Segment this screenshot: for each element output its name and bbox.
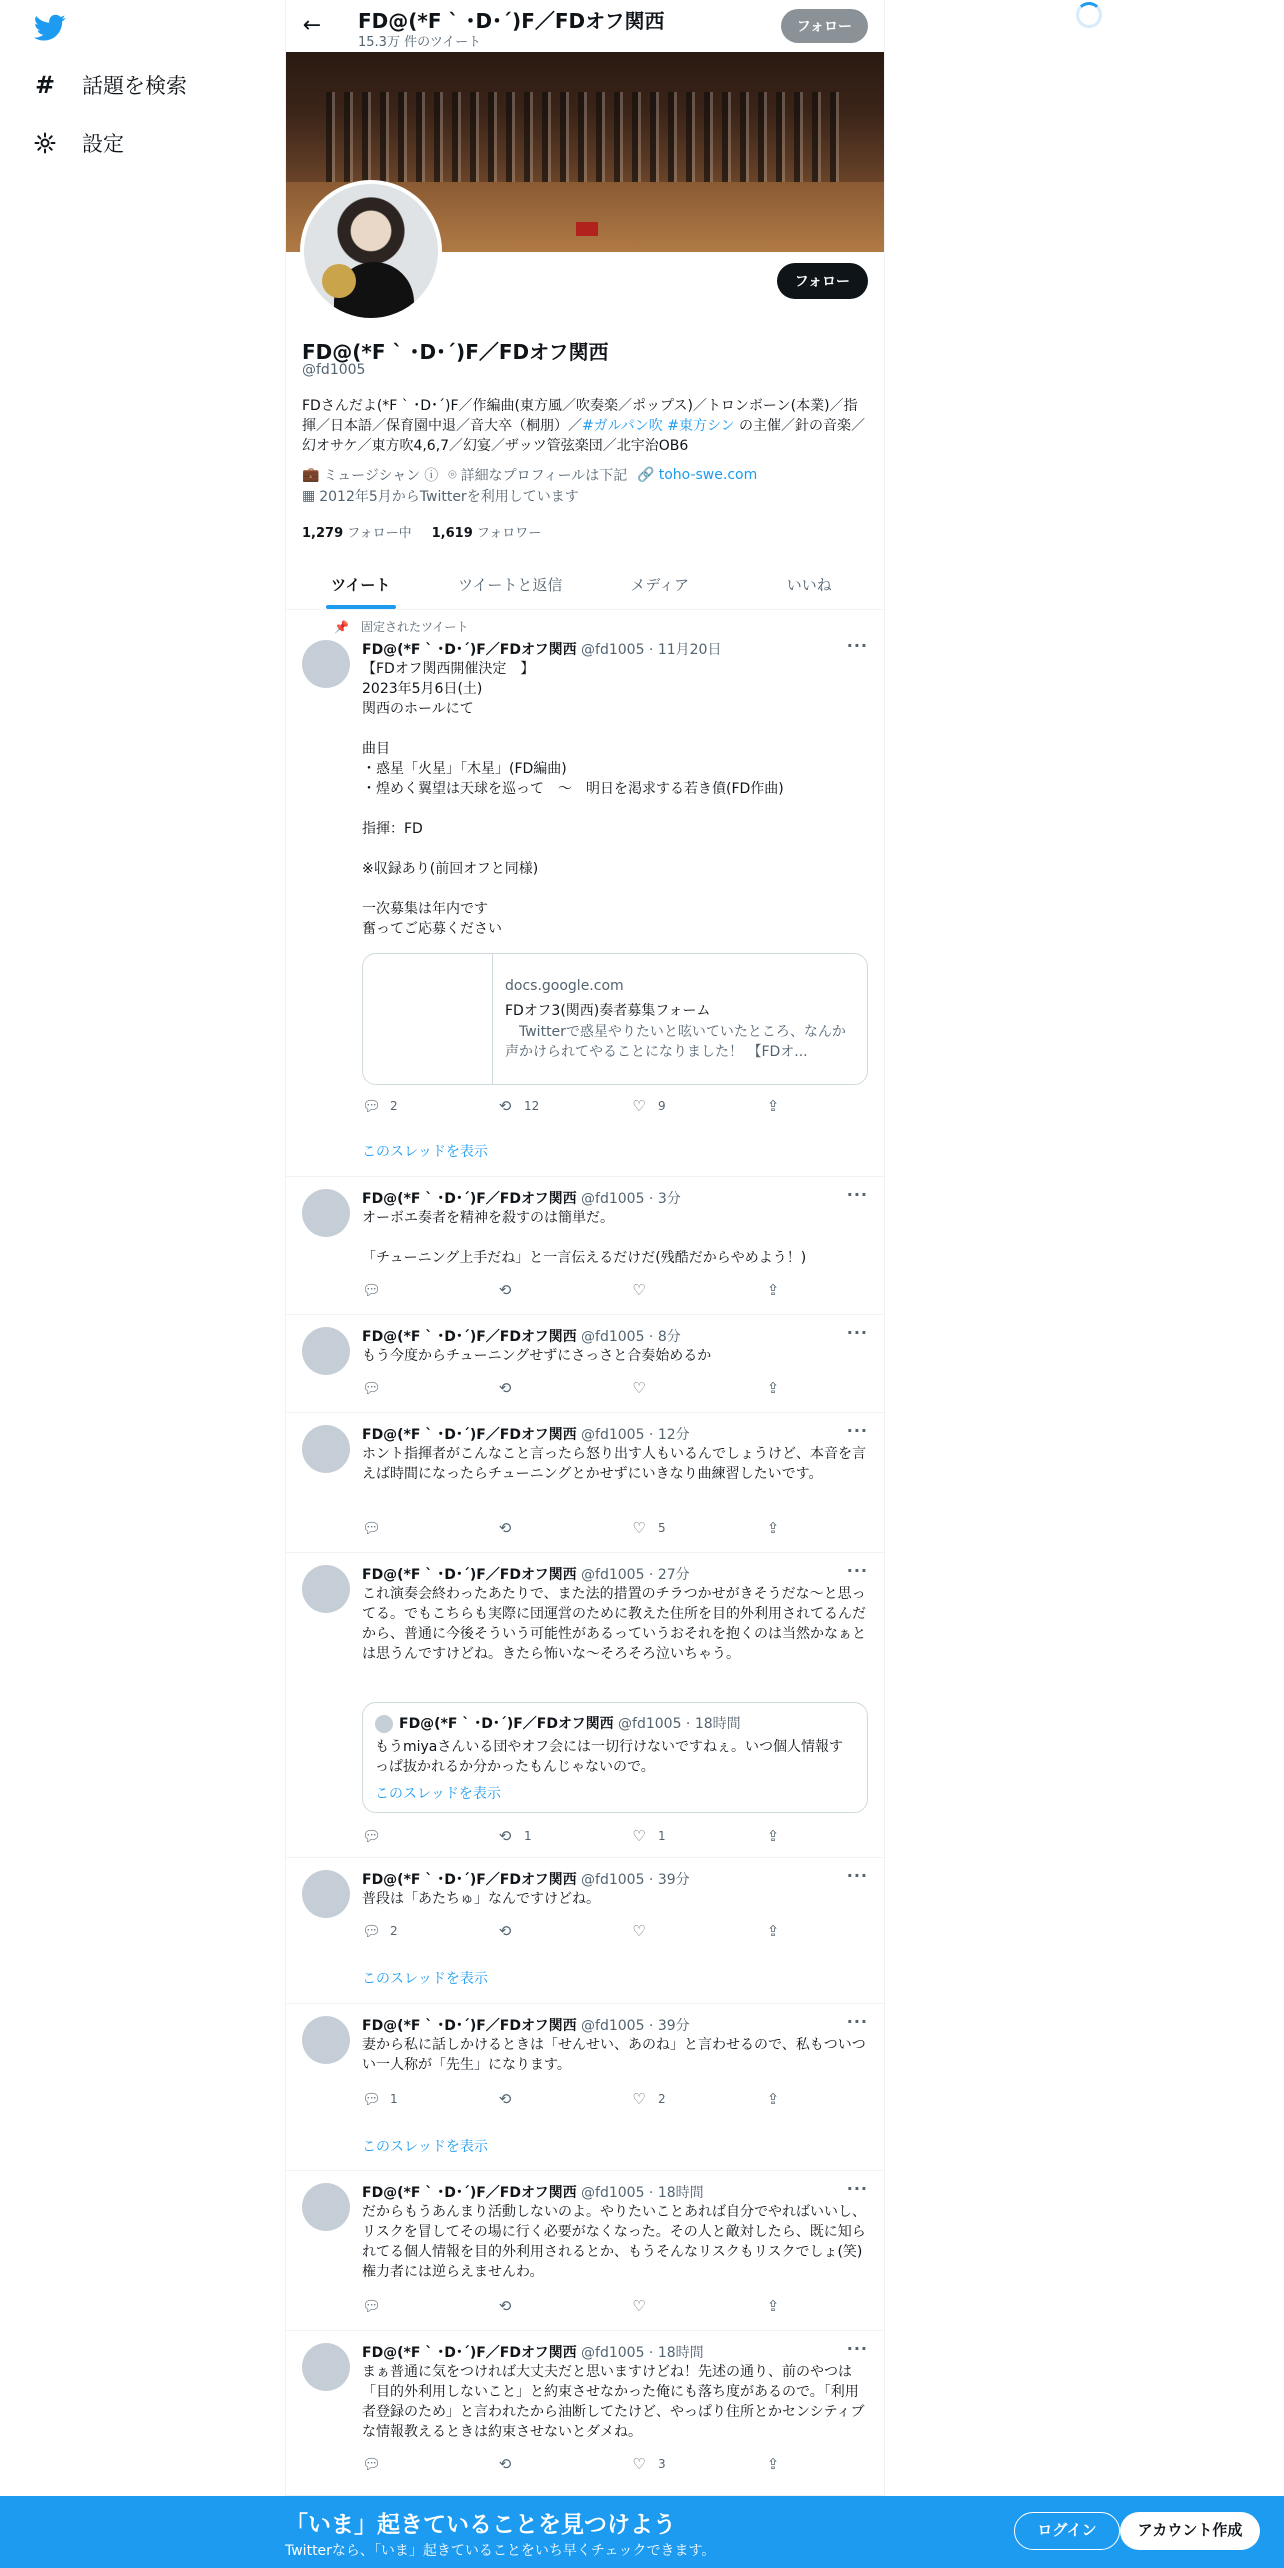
reply-button[interactable] [362, 1281, 390, 1299]
left-nav [0, 0, 285, 2568]
heart-icon: ♡ [632, 1379, 646, 1397]
quoted-avatar [375, 1715, 393, 1733]
tweet-avatar[interactable] [302, 640, 350, 688]
following-count: 1,279 [302, 526, 344, 541]
tweet-actions [362, 1519, 782, 1539]
profile-header-bar [286, 0, 884, 52]
bio-hashtag-link[interactable]: #ガルパン吹 [582, 418, 663, 434]
calendar-icon: ▦ [302, 488, 316, 504]
more-icon[interactable]: ··· [846, 1421, 868, 1440]
tab-tweets-replies[interactable]: ツイートと返信 [458, 576, 563, 594]
following-label: フォロー中 [347, 526, 412, 541]
like-count: 3 [658, 2457, 666, 2471]
tweet-actions [362, 2090, 782, 2110]
tweet-text: オーボエ奏者を精神を殺すのは簡単だ。 「チューニング上手だね」と一言伝えるだけだ(残酷だからやめよう！) [362, 1210, 807, 1266]
header-name: FD@(*F ` ･D･´)F／FDオフ関西 [358, 9, 665, 33]
reply-icon: 💬︎ [362, 2297, 382, 2315]
profile-bio [302, 396, 868, 456]
tweet-author-name[interactable]: FD@(*F ` ･D･´)F／FDオフ関西 [362, 2345, 577, 2361]
bio-hashtag-link[interactable]: #東方シン [667, 418, 735, 434]
retweet-icon: ⟲ [498, 1281, 512, 1299]
login-button[interactable]: ログイン [1014, 2512, 1120, 2550]
tweet-meta: @fd1005 · 27分 [581, 1567, 690, 1583]
show-thread-link[interactable]: このスレッドを表示 [362, 1144, 488, 1160]
show-thread-link[interactable]: このスレッドを表示 [362, 1971, 488, 1987]
reply-icon: 💬︎ [362, 2090, 382, 2108]
like-button[interactable] [630, 2090, 666, 2108]
like-count: 5 [658, 1521, 666, 1535]
tweet-text: 妻から私に話しかけるときは「せんせい、あのね」と言わせるので、私もついつい一人称が「先生」になります。 [362, 2037, 866, 2073]
more-icon[interactable]: ··· [846, 636, 868, 655]
retweet-button[interactable] [496, 1379, 524, 1397]
profile-category: ミュージシャン [323, 468, 421, 484]
briefcase-icon: 💼 [302, 467, 320, 483]
tweet-meta: @fd1005 · 11月20日 [581, 642, 722, 658]
like-button[interactable] [630, 2297, 658, 2315]
retweet-icon: ⟲ [498, 1922, 512, 1940]
like-button[interactable] [630, 1519, 666, 1537]
tweet-meta: @fd1005 · 18時間 [581, 2345, 704, 2361]
card-thumbnail [363, 954, 493, 1084]
nav-explore-label: 話題を検索 [82, 74, 187, 98]
tweet[interactable] [286, 1858, 884, 2004]
share-icon: ⇪ [766, 2297, 780, 2315]
nav-explore[interactable] [32, 70, 187, 100]
tweet-meta: @fd1005 · 3分 [581, 1191, 681, 1207]
tweet-text: これ演奏会終わったあたりで、また法的措置のチラつかせがきそうだな〜と思ってる。でもこちらも実際に団運営のために教えた住所を目的外利用されてるんだから、普通に今後そういう可能性があるっていうおそれを抱くのは当然かなぁとは思うんですけどね。きたら怖いな〜そろそろ泣いちゃう。 [362, 1586, 866, 1662]
card-title: FDオフ3(関西)奏者募集フォーム [505, 1003, 711, 1019]
tweet[interactable] [286, 1553, 884, 1858]
reply-icon: 💬︎ [362, 1097, 382, 1115]
tweet-pinned[interactable] [286, 610, 884, 1177]
retweet-button[interactable] [496, 1827, 532, 1845]
tweet-text: 【FDオフ関西開催決定 】 2023年5月6日(土) 関西のホールにて 曲目 ・惑星「火星」「木星」(FD編曲) ・煌めく翼望は天球を巡って 〜 明日を渇求する若き僨(FD作曲) 指揮：FD ※収録あり(前回オフと同様) 一次募集は年内です 奮ってご応募ください [362, 661, 784, 937]
loading-spinner-icon [1076, 2, 1102, 28]
more-icon[interactable]: ··· [846, 1323, 868, 1342]
tweet-header [362, 1564, 690, 1584]
follow-button[interactable]: フォロー [777, 263, 868, 299]
card-domain: docs.google.com [505, 978, 624, 994]
reply-icon: 💬︎ [362, 1922, 382, 1940]
tweet[interactable] [286, 1315, 884, 1413]
signup-banner-title: 「いま」起きていることを見つけよう [285, 2512, 676, 2538]
more-icon[interactable]: ··· [846, 2179, 868, 2198]
heart-icon: ♡ [632, 2090, 646, 2108]
tweet-header [362, 1869, 690, 1889]
reply-button[interactable] [362, 2090, 398, 2108]
share-button[interactable] [764, 1281, 782, 1299]
nav-settings-label: 設定 [82, 132, 124, 156]
tweet-avatar[interactable] [302, 1327, 350, 1375]
quoted-text: もうmiyaさんいる団やオフ会には一切行けないですねぇ。いつ個人情報すっぱ抜かれるか分かったもんじゃないので。 [375, 1739, 843, 1775]
show-thread-link[interactable]: このスレッドを表示 [375, 1786, 501, 1802]
tweet-header [362, 1424, 690, 1444]
tweet[interactable] [286, 2331, 884, 2496]
more-icon[interactable]: ··· [846, 2012, 868, 2031]
tweet-avatar[interactable] [302, 1189, 350, 1237]
share-button[interactable] [764, 1827, 782, 1845]
share-icon: ⇪ [766, 1922, 780, 1940]
quoted-tweet[interactable] [362, 1702, 868, 1813]
reply-icon: 💬︎ [362, 1827, 382, 1845]
share-icon: ⇪ [766, 1827, 780, 1845]
bio-text: FDさんだよ(*F ` ･D･´)F／作編曲(東方風／吹奏楽／ポップス)／トロンボーン(本業)／指揮／日本語／保育園中退／音大卒（桐朋）／ [302, 398, 858, 434]
tweet[interactable] [286, 1177, 884, 1315]
tweet-text: もう今度からチューニングせずにさっさと合奏始めるか [362, 1348, 712, 1364]
reply-button[interactable] [362, 1097, 398, 1115]
tweet-header [362, 1326, 681, 1346]
reply-button[interactable] [362, 1922, 398, 1940]
card-description: Twitterで惑星やりたいと呟いていたところ、なんか声かけられてやることになりました！ 【FDオ... [505, 1024, 846, 1060]
tweet-meta: @fd1005 · 12分 [581, 1427, 690, 1443]
tweet-actions [362, 1379, 782, 1399]
twitter-logo-icon[interactable] [34, 14, 66, 42]
share-button[interactable] [764, 2455, 782, 2473]
profile-joined-text: 2012年5月からTwitterを利用しています [319, 489, 579, 505]
more-icon[interactable]: ··· [846, 2339, 868, 2358]
tweet-text: 普段は「あたちゅ」なんですけどね。 [362, 1891, 600, 1907]
retweet-button[interactable] [496, 1519, 524, 1537]
tweet-author-name[interactable]: FD@(*F ` ･D･´)F／FDオフ関西 [362, 2185, 577, 2201]
tweet-actions [362, 1922, 782, 1942]
reply-icon: 💬︎ [362, 2455, 382, 2473]
header-follow-button[interactable]: フォロー [781, 9, 868, 43]
tweet[interactable] [286, 1413, 884, 1553]
tweet-author-name[interactable]: FD@(*F ` ･D･´)F／FDオフ関西 [362, 1567, 577, 1583]
share-button[interactable] [764, 2090, 782, 2108]
retweet-count: 1 [524, 1829, 532, 1843]
tweet-author-name[interactable]: FD@(*F ` ･D･´)F／FDオフ関西 [362, 2018, 577, 2034]
followers-count: 1,619 [431, 526, 473, 541]
tweet[interactable] [286, 2171, 884, 2331]
header-tweet-count: 15.3万 件のツイート [358, 35, 482, 50]
profile-avatar[interactable] [300, 180, 442, 322]
profile-handle: @fd1005 [302, 362, 366, 378]
share-button[interactable] [764, 1922, 782, 1940]
tweet-author-name[interactable]: FD@(*F ` ･D･´)F／FDオフ関西 [362, 1427, 577, 1443]
tweet-avatar[interactable] [302, 1425, 350, 1473]
tweet-author-name[interactable]: FD@(*F ` ･D･´)F／FDオフ関西 [362, 1191, 577, 1207]
share-icon: ⇪ [766, 2455, 780, 2473]
tweet-meta: @fd1005 · 39分 [581, 2018, 690, 2034]
profile-meta [302, 465, 757, 485]
quoted-meta: @fd1005 · 18時間 [618, 1716, 741, 1732]
following-link[interactable] [302, 522, 412, 541]
heart-icon: ♡ [632, 1922, 646, 1940]
profile-column [285, 0, 885, 2568]
profile-tabs [286, 560, 884, 610]
bio-text: の主催／針の音楽／幻オサケ／東方吹4,6,7／幻宴／ザッツ管弦楽団／北宇治OB6 [302, 418, 866, 454]
show-thread-link[interactable]: このスレッドを表示 [362, 2139, 488, 2155]
pinned-text: 固定されたツイート [360, 620, 469, 634]
tweet-header [362, 2182, 704, 2202]
tweet-author-name[interactable]: FD@(*F ` ･D･´)F／FDオフ関西 [362, 1872, 577, 1888]
share-button[interactable] [764, 2297, 782, 2315]
reply-icon: 💬︎ [362, 1281, 382, 1299]
like-count: 1 [658, 1829, 666, 1843]
like-button[interactable] [630, 2455, 666, 2473]
retweet-button[interactable] [496, 2090, 524, 2108]
heart-icon: ♡ [632, 2455, 646, 2473]
more-icon[interactable]: ··· [846, 1185, 868, 1204]
tweet-author-name[interactable]: FD@(*F ` ･D･´)F／FDオフ関西 [362, 642, 577, 658]
share-button[interactable] [764, 1519, 782, 1537]
retweet-icon: ⟲ [498, 1827, 512, 1845]
retweet-icon: ⟲ [498, 1379, 512, 1397]
signup-banner-subtitle: Twitterなら、「いま」起きていることをいち早くチェックできます。 [285, 2543, 716, 2559]
tweet-meta: @fd1005 · 39分 [581, 1872, 690, 1888]
retweet-button[interactable] [496, 2455, 524, 2473]
tab-tweets[interactable]: ツイート [286, 560, 436, 609]
share-icon: ⇪ [766, 1519, 780, 1537]
like-button[interactable] [630, 1379, 658, 1397]
quoted-header [399, 1713, 741, 1733]
share-icon: ⇪ [766, 1281, 780, 1299]
reply-button[interactable] [362, 1827, 390, 1845]
tweet-actions [362, 1827, 782, 1847]
retweet-button[interactable] [496, 2297, 524, 2315]
retweet-button[interactable] [496, 1922, 524, 1940]
retweet-button[interactable] [496, 1097, 539, 1115]
reply-button[interactable] [362, 2455, 390, 2473]
nav-settings[interactable] [32, 128, 124, 158]
tweet-header [362, 1188, 681, 1208]
pinned-label [334, 618, 468, 635]
share-button[interactable] [764, 1379, 782, 1397]
pin-icon: 📌 [334, 619, 349, 634]
tweet-avatar[interactable] [302, 2183, 350, 2231]
reply-count: 2 [390, 1099, 398, 1113]
link-card[interactable] [362, 953, 868, 1085]
reply-button[interactable] [362, 1379, 390, 1397]
heart-icon: ♡ [632, 1097, 646, 1115]
heart-icon: ♡ [632, 1281, 646, 1299]
like-count: 9 [658, 1099, 666, 1113]
retweet-icon: ⟲ [498, 2297, 512, 2315]
like-count: 2 [658, 2092, 666, 2106]
tweet[interactable] [286, 2004, 884, 2171]
reply-button[interactable] [362, 2297, 390, 2315]
share-icon: ⇪ [766, 1379, 780, 1397]
tweet-text: だからもうあんまり活動しないのよ。やりたいことあれば自分でやればいいし、リスクを冒してその場に行く必要がなくなった。その人と敵対したら、既に知られてる個人情報を目的外利用されるとか、もうそんなリスクもリスクでしょ(笑) 権力者には逆らえませんわ。 [362, 2204, 867, 2280]
tweet-author-name[interactable]: FD@(*F ` ･D･´)F／FDオフ関西 [362, 1329, 577, 1345]
share-button[interactable] [764, 1097, 782, 1115]
followers-label: フォロワー [476, 526, 542, 541]
back-arrow-icon[interactable]: ← [302, 13, 322, 38]
reply-icon: 💬︎ [362, 1379, 382, 1397]
signup-button[interactable]: アカウント作成 [1120, 2512, 1260, 2550]
like-button[interactable] [630, 1827, 666, 1845]
profile-follow-stats [302, 522, 541, 541]
tab-likes[interactable]: いいね [786, 576, 832, 594]
signup-banner [0, 2496, 1284, 2568]
tweet-text: まぁ普通に気をつければ大丈夫だと思いますけどね！先述の通り、前のやつは「目的外利用しないこと」と約束させなかった俺にも落ち度があるので。「利用者登録のため」と言われたから油断してたけど、やっぱり住所とかセンシティブな情報教えるときは約束させないとダメね。 [362, 2364, 865, 2440]
reply-button[interactable] [362, 1519, 390, 1537]
profile-location: 詳細なプロフィールは下記 [460, 468, 628, 484]
more-icon[interactable]: ··· [846, 1561, 868, 1580]
share-icon: ⇪ [766, 2090, 780, 2108]
tweet-avatar[interactable] [302, 2016, 350, 2064]
gear-icon [32, 130, 58, 156]
tweet-avatar[interactable] [302, 2343, 350, 2391]
reply-icon: 💬︎ [362, 1519, 382, 1537]
tweet-avatar[interactable] [302, 1565, 350, 1613]
profile-name: FD@(*F ` ･D･´)F／FDオフ関西 [302, 340, 609, 364]
tweet-meta: @fd1005 · 8分 [581, 1329, 681, 1345]
heart-icon: ♡ [632, 1827, 646, 1845]
reply-count: 1 [390, 2092, 398, 2106]
like-button[interactable] [630, 1922, 658, 1940]
quoted-author-name: FD@(*F ` ･D･´)F／FDオフ関西 [399, 1716, 614, 1732]
heart-icon: ♡ [632, 2297, 646, 2315]
followers-link[interactable] [432, 522, 542, 541]
tweet-actions [362, 1097, 782, 1117]
share-icon: ⇪ [766, 1097, 780, 1115]
retweet-icon: ⟲ [498, 2090, 512, 2108]
tab-media[interactable]: メディア [630, 576, 690, 594]
reply-count: 2 [390, 1924, 398, 1938]
info-icon[interactable]: ⓘ [424, 468, 439, 484]
retweet-icon: ⟲ [498, 1097, 512, 1115]
hashtag-icon: # [34, 71, 56, 99]
tweet-header [362, 2015, 690, 2035]
like-button[interactable] [630, 1097, 666, 1115]
retweet-button[interactable] [496, 1281, 524, 1299]
retweet-icon: ⟲ [498, 2455, 512, 2473]
location-pin-icon: ⌾ [448, 467, 457, 483]
tweet-text: ホント指揮者がこんなこと言ったら怒り出す人もいるんでしょうけど、本音を言えば時間になったらチューニングとかせずにいきなり曲練習したいです。 [362, 1446, 866, 1482]
tweet-header [362, 639, 721, 659]
tweet-header [362, 2342, 704, 2362]
tweet-actions [362, 1281, 782, 1301]
tweet-avatar[interactable] [302, 1870, 350, 1918]
like-button[interactable] [630, 1281, 658, 1299]
tweet-meta: @fd1005 · 18時間 [581, 2185, 704, 2201]
retweet-icon: ⟲ [498, 1519, 512, 1537]
tweet-actions [362, 2297, 782, 2317]
profile-joined [302, 486, 579, 506]
link-icon: 🔗 [637, 467, 655, 483]
tweet-actions [362, 2455, 782, 2475]
more-icon[interactable]: ··· [846, 1866, 868, 1885]
heart-icon: ♡ [632, 1519, 646, 1537]
retweet-count: 12 [524, 1099, 540, 1113]
profile-url-link[interactable]: toho-swe.com [658, 467, 758, 483]
